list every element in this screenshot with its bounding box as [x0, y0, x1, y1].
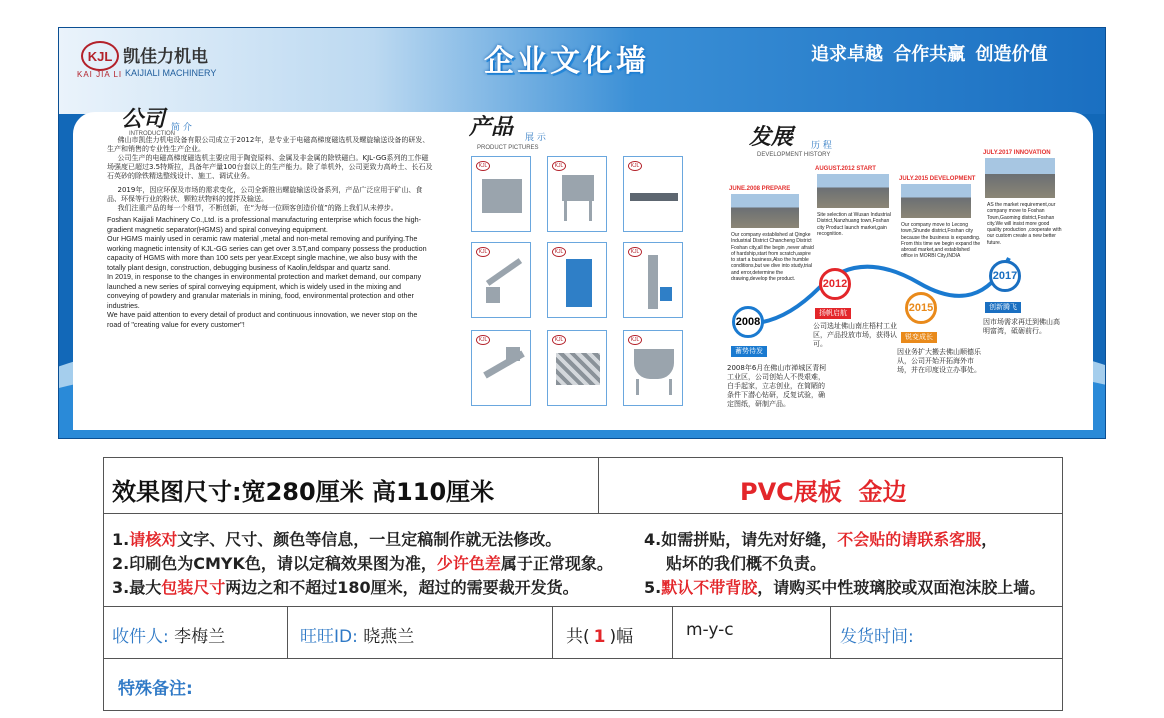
milestone-tag: 创新腾飞 [985, 302, 1021, 313]
row-divider [104, 513, 1062, 514]
kjl-badge: KJL [628, 161, 642, 171]
wangwang-field[interactable] [300, 622, 414, 647]
note-highlight: 默认不带背胶 [661, 578, 758, 597]
product-image [623, 242, 683, 318]
note-item-3 [112, 575, 579, 598]
intro-cn-para: 2019年，因应环保及市场的需求变化，公司全新推出螺旋输送设备系列，产品广泛应用于矿山、食品、环保等行业的粉状、颗粒状物料的搅拌及输送。 [107, 186, 423, 203]
intro-en-para: Foshan Kaijiali Machinery Co.,Ltd. is a professional manufacturing enterprise which focus the high-gradient magnetic separator(HGMS) and spiral conveying equipment. [107, 215, 422, 234]
intro-cn-para: 我们注重产品的每一个细节，不断创新，在“为每一位顾客创造价值”的路上我们从未停步。 [117, 204, 398, 212]
milestone-year-circle: 2008 [732, 306, 764, 338]
milestone-tag: 扬帆启航 [815, 308, 851, 319]
ship-time-label[interactable]: 发货时间: [840, 627, 914, 647]
milestone-cn-text: 因业务扩大搬去佛山顺德乐从，公司开始开拓海外市场，并在印度设立办事处。 [897, 348, 981, 374]
note-num: 5. [644, 578, 662, 597]
wangwang-value: 晓燕兰 [363, 627, 415, 647]
col-divider [672, 606, 673, 658]
kjl-badge: KJL [628, 247, 642, 257]
kjl-logo-mark: KJL [81, 41, 119, 71]
milestone-en-text: Our company established at Qingke Industrial District Chancheng District Foshan city,all the begin ,never afraid of hardship,start from scratch,aspire to start a business,Also the humble conditions,but we dive into study,trial and error,determine the drawing,develop the product. [731, 232, 814, 283]
note-item-2 [112, 551, 613, 574]
milestone-title: AUGUST.2012 START [815, 166, 876, 172]
milestone-cn-text: 公司选址佛山南庄梧村工业区，产品投放市场，获得认可。 [813, 322, 897, 348]
logo-sub-text: KAI JIA LI [77, 70, 123, 79]
banner-title: 企业文化墙 [484, 44, 649, 79]
product-image [471, 242, 531, 318]
note-num: 3. [112, 578, 130, 597]
note-text: 文字、尺寸、颜色等信息，一旦定稿制作就无法修改。 [177, 530, 562, 549]
intro-cn-para: 佛山市凯佳力机电设备有限公司成立于2012年，是专业于电磁高梯度磁选机及螺旋输送设备的研发、生产和销售的专业性生产企业。 [107, 136, 430, 153]
product-grid [469, 154, 699, 412]
kjl-badge: KJL [476, 247, 490, 257]
products-sub: 展 示 [525, 133, 546, 143]
note-highlight: 包装尺寸 [161, 578, 226, 597]
note-highlight: 请核对 [129, 530, 178, 549]
intro-sub: 简 介 [171, 123, 192, 133]
product-image [623, 156, 683, 232]
note-num: 4. [644, 530, 662, 549]
milestone-cn-text: 2008年6月在佛山市禅城区青柯工业区，公司创始人不畏艰难，白手起家，立志创业，在简陋的条件下潜心钻研，反复试验，确定图纸，研制产品。 [727, 364, 827, 408]
count-suffix: )幅 [609, 627, 634, 647]
kjl-badge: KJL [476, 335, 490, 345]
note-text: 属于正常现象。 [500, 554, 613, 573]
count-value: 1 [593, 627, 606, 647]
note-item-5 [644, 575, 1045, 598]
milestone-title: JULY.2015 DEVELOPMENT [899, 176, 976, 182]
col-divider [552, 606, 553, 658]
milestone-tag: 蓄势待发 [731, 346, 767, 357]
milestone-en-text: Site selection at Wusan Industrial District,Nanzhuang town,Foshan city Product launch market,gain recognition. [817, 212, 891, 237]
development-heading: 发展 [749, 124, 794, 150]
note-highlight: 不会贴的请联系客服 [837, 530, 982, 549]
product-image [623, 330, 683, 406]
receiver-value: 李梅兰 [174, 627, 226, 647]
intro-heading: 公司 [121, 106, 166, 132]
col-divider [598, 458, 599, 513]
note-item-1 [112, 527, 561, 550]
intro-text-block [107, 136, 433, 329]
development-sub: 历 程 [811, 141, 832, 151]
milestone-en-text: AS the market requirement,our company move to Foshan Town,Gaoming district,Foshan city.We will insist more good quality production ,cooperate with our custom create a new better future. [987, 202, 1062, 246]
remark-label[interactable]: 特殊备注: [118, 679, 193, 699]
product-image [471, 156, 531, 232]
count-field[interactable] [566, 622, 633, 647]
milestone-title: JULY.2017 INNOVATION [983, 150, 1051, 156]
wangwang-label: 旺旺ID: [300, 627, 358, 647]
product-image [547, 330, 607, 406]
kjl-badge: KJL [476, 161, 490, 171]
milestone-en-text: Our company move to Lecong town,Shunde district,Foshan city because the business is expanding. From this time we begin expand the abroad market,and established office in MORBI City,INDIA [901, 222, 981, 260]
products-heading: 产品 [469, 114, 514, 140]
order-info-table [103, 457, 1063, 711]
note-text: 如需拼贴，请先对好缝， [661, 530, 838, 549]
kjl-badge: KJL [552, 335, 566, 345]
note-item-4 [644, 527, 997, 550]
milestone-cn-text: 因市场需求再迁到佛山高明富湾，砥砺前行。 [983, 318, 1060, 335]
row-divider [104, 606, 1062, 607]
development-en-label: DEVELOPMENT HISTORY [757, 152, 831, 158]
intro-cn-para: 公司生产的电磁高梯度磁选机主要应用于陶瓷原料、金属及非金属的除铁磁白。KJL-GG系列的工作磁场强度已超过3.5特斯拉，具备年产量100台套以上的生产能力。除了单机外，公司更致力高岭土、长石及石英砂的除铁精选整线设计、施工、调试业务。 [107, 154, 433, 180]
intro-en-label: INTRODUCTION [129, 131, 175, 137]
milestone-year-circle: 2015 [905, 292, 937, 324]
intro-en-para: Our HGMS mainly used in ceramic raw material ,metal and non-metal removing and purifying.The working magnetic intensity of KJL-GG series can get over 3.5T,and company possess the production capacity of HGMS with more than 100 sets per year.Except single machine, we also busy with the totally plant design, construction, debugging business of Kaolin,feldspar and quartz sand. [107, 234, 427, 272]
note-text: ， [981, 530, 998, 549]
material-label: PVC展板 金边 [740, 478, 907, 506]
product-image [471, 330, 531, 406]
note-text: 印刷色为CMYK色，请以定稿效果图为准， [129, 554, 437, 573]
note-text: 两边之和不超过180厘米，超过的需要裁开发货。 [225, 578, 579, 597]
product-image [547, 242, 607, 318]
intro-en-para: In 2019, in response to the changes in environmental protection and market demand, our company launched a new series of spiral conveying equipment, which is widely used in the mixing and conveying of powdery and granular materials in mining, food, environmental protection and other industries. [107, 272, 422, 310]
size-info [112, 472, 494, 507]
products-en-label: PRODUCT PICTURES [477, 145, 539, 151]
product-image [547, 156, 607, 232]
milestone-year-circle: 2017 [989, 260, 1021, 292]
note-text: 最大 [129, 578, 162, 597]
milestone-photo [901, 184, 971, 218]
receiver-field[interactable] [112, 622, 225, 647]
note-text: 贴坏的我们概不负责。 [666, 554, 827, 573]
note-num: 2. [112, 554, 130, 573]
receiver-label: 收件人: [112, 627, 169, 647]
milestone-photo [985, 158, 1055, 198]
note-item-4-cont [666, 551, 826, 574]
count-prefix: 共( [566, 627, 590, 647]
kjl-badge: KJL [628, 335, 642, 345]
size-label: 效果图尺寸: [112, 478, 242, 506]
milestone-photo [731, 194, 799, 228]
row-divider [104, 658, 1062, 659]
milestone-year-circle: 2012 [819, 268, 851, 300]
col-divider [830, 606, 831, 658]
culture-wall-banner [58, 27, 1106, 439]
kjl-badge: KJL [552, 161, 566, 171]
kjl-badge: KJL [552, 247, 566, 257]
note-text: ，请购买中性玻璃胶或双面泡沫胶上墙。 [757, 578, 1046, 597]
intro-en-para: We have paid attention to every detail of product and continuous innovation, we never stop on the road of "creating value for every customer"! [107, 310, 418, 329]
milestone-tag: 锐变成长 [901, 332, 937, 343]
company-name-en: KAIJIALI MACHINERY [125, 68, 217, 78]
code-field[interactable]: m-y-c [686, 620, 734, 640]
banner-slogan: 追求卓越 合作共赢 创造价值 [811, 44, 1048, 65]
milestone-title: JUNE.2008 PREPARE [729, 186, 791, 192]
note-num: 1. [112, 530, 130, 549]
size-value: 宽280厘米 高110厘米 [241, 478, 495, 506]
note-highlight: 少许色差 [436, 554, 501, 573]
col-divider [287, 606, 288, 658]
company-name-cn: 凯佳力机电 [123, 47, 208, 67]
milestone-photo [817, 174, 889, 208]
